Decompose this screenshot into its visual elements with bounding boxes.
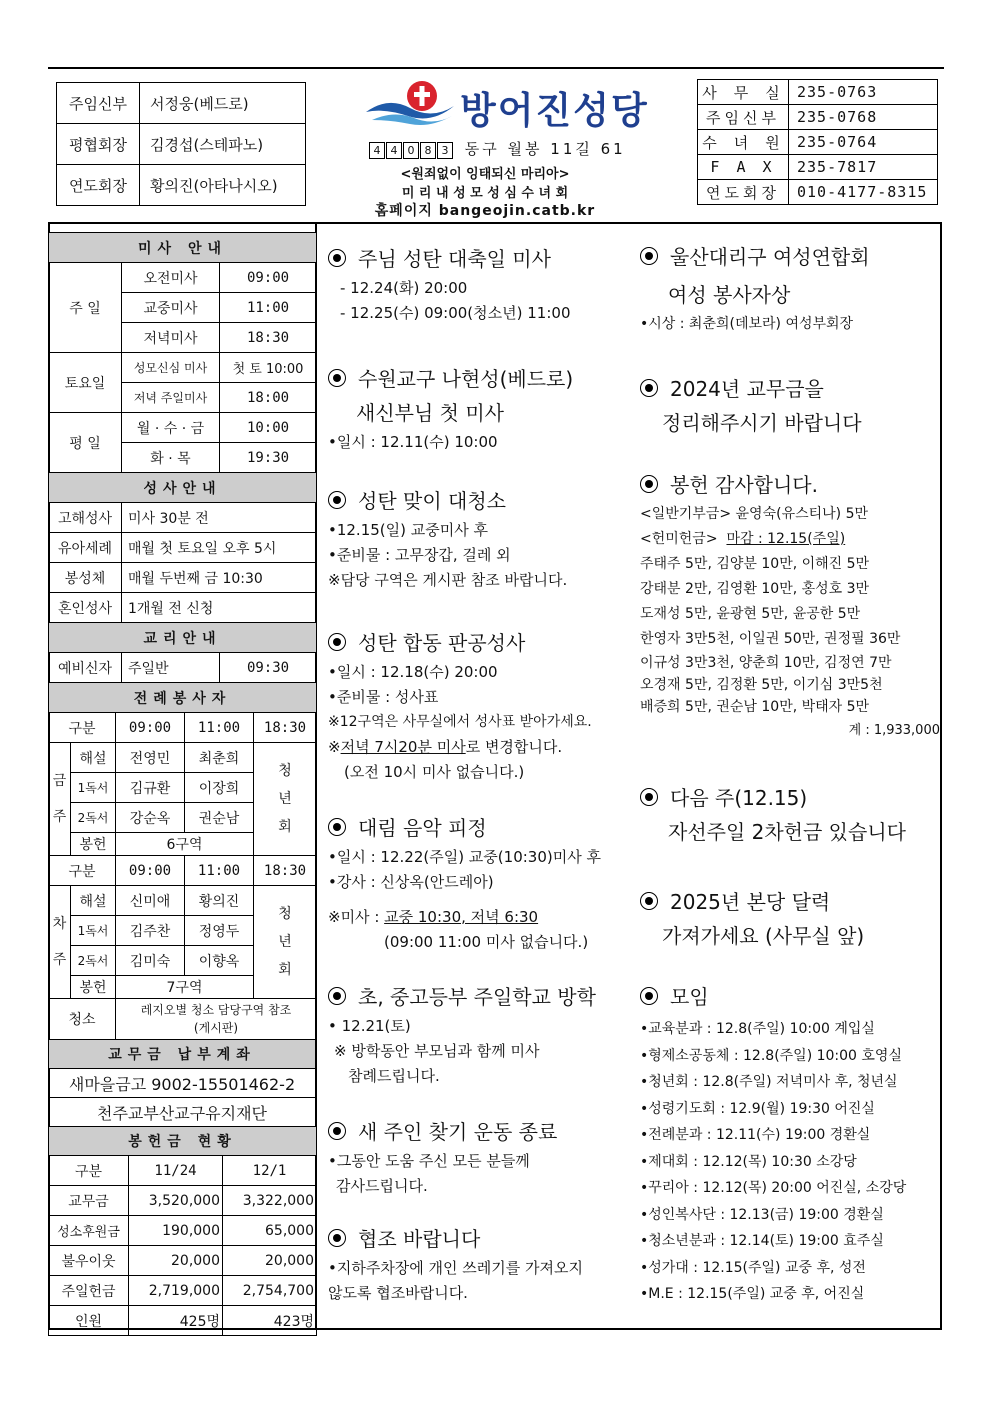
notice-cooperation [328, 1222, 583, 1306]
mass-name: 저녁미사 [122, 323, 220, 353]
sacrament-value: 매월 첫 토요일 오후 5시 [122, 533, 317, 563]
postal-digit: 3 [437, 142, 453, 159]
staff-row [57, 165, 306, 206]
staff-row [57, 83, 306, 124]
bullet-icon [328, 369, 346, 387]
notice-line: •지하주차장에 개인 쓰레기를 가져오지 [328, 1259, 583, 1277]
volunteer-name: 이장희 [185, 773, 254, 803]
offering-col: 12/1 [223, 1156, 317, 1186]
tithe-foundation: 천주교부산교구유지재단 [49, 1098, 316, 1127]
offering-label: 주일헌금 [49, 1276, 129, 1306]
notice-line: •일시 : 12.11(수) 10:00 [328, 433, 498, 451]
notice-line: •일시 : 12.18(수) 20:00 [328, 663, 498, 681]
staff-label: 평협회장 [57, 124, 140, 165]
volunteer-name: 최춘희 [185, 743, 254, 773]
parish-title: 방어진성당 [460, 89, 649, 132]
bullet-icon [640, 892, 658, 910]
contact-value: 235-7817 [789, 155, 938, 180]
donor-line: 강태분 2만, 김영환 10만, 홍성호 3만 [640, 581, 870, 597]
notice-line [328, 905, 601, 930]
notice-text: ※미사 : [328, 908, 385, 926]
contact-row [698, 180, 938, 205]
mass-time: 첫 토 10:00 [220, 353, 317, 383]
notice-calendar [640, 885, 864, 953]
notice-line: •준비물 : 성사표 [328, 688, 439, 706]
volunteer-name: 황의진 [185, 886, 254, 916]
cleaning-value: 레지오별 청소 담당구역 참조(게시판) [116, 999, 317, 1040]
doctrine-header: 교리안내 [49, 623, 317, 653]
notice-line: ※ 방학동안 부모님과 함께 미사 [334, 1042, 540, 1060]
notice-line: 참례드립니다. [348, 1067, 440, 1085]
notice-title: 봉헌 감사합니다. [670, 473, 818, 497]
bullet-icon [640, 987, 658, 1005]
notice-text: <헌미헌금> [640, 531, 727, 547]
role-label: 1독서 [71, 773, 116, 803]
notice-title: 성탄 맞이 대청소 [358, 489, 506, 513]
volunteer-name: 김규환 [116, 773, 185, 803]
sunday-label: 주 일 [49, 263, 122, 353]
contact-label: 주임신부 [698, 105, 789, 130]
contact-row [698, 130, 938, 155]
mass-time: 19:30 [220, 443, 317, 473]
postal-digit: 0 [403, 142, 419, 159]
bullet-icon [640, 475, 658, 493]
notice-cleaning [328, 484, 567, 593]
notice-title: 수원교구 나현성(베드로) [358, 367, 574, 391]
homepage: 홈페이지 bangeojin.catb.kr [374, 203, 596, 219]
bullet-icon [640, 379, 658, 397]
notice-line [640, 527, 940, 552]
role-label: 1독서 [71, 916, 116, 946]
sacrament-label: 유아세례 [49, 533, 122, 563]
tithe-header: 교무금 납부계좌 [49, 1040, 316, 1069]
doctrine-time: 09:30 [220, 653, 317, 683]
notice-line: - 12.25(수) 09:00(청소년) 11:00 [340, 304, 571, 322]
saturday-label: 토요일 [49, 353, 122, 413]
donor-line: 한영자 3만5천, 이일권 50만, 권정필 36만 [640, 631, 901, 647]
offering-table [48, 1126, 317, 1336]
contact-label: F A X [698, 155, 789, 180]
offering-label: 성소후원금 [49, 1216, 129, 1246]
sidebar-table [48, 232, 317, 713]
notice-title: 협조 바랍니다 [358, 1227, 481, 1251]
notice-confession [328, 626, 592, 785]
notice-line: •일시 : 12.22(주일) 교중(10:30)미사 후 [328, 848, 601, 866]
contact-value: 235-0768 [789, 105, 938, 130]
notice-line: ※12구역은 사무실에서 성사표 받아가세요. [328, 714, 592, 730]
notice-line: •준비물 : 고무장갑, 걸레 외 [328, 546, 511, 564]
mass-time: 11:00 [220, 293, 317, 323]
offering-value: 2,754,700 [223, 1276, 317, 1306]
contact-label: 수 녀 원 [698, 130, 789, 155]
meeting-item: •청소년분과 : 12.14(토) 19:00 효주실 [640, 1233, 884, 1249]
notice-thanks [640, 468, 940, 743]
offering-value: 65,000 [223, 1216, 317, 1246]
notice-title: 2024년 교무금을 [670, 377, 824, 401]
notice-line: ※담당 구역은 게시판 참조 바랍니다. [328, 571, 568, 589]
notice-title: 새 주인 찾기 운동 종료 [358, 1120, 558, 1144]
volunteer-name: 김미숙 [116, 946, 185, 976]
mass-header: 미사 안내 [49, 233, 317, 263]
liturgy-time: 11:00 [185, 856, 254, 886]
donation-total: 계 : 1,933,000 [848, 723, 940, 738]
sacrament-value: 1개월 전 신청 [122, 593, 317, 623]
meeting-item: •청년회 : 12.8(주일) 저녁미사 후, 청년실 [640, 1074, 898, 1090]
doctrine-value: 주일반 [122, 653, 220, 683]
bullet-icon [328, 1122, 346, 1140]
volunteer-name: 이향옥 [185, 946, 254, 976]
contact-value: 235-0764 [789, 130, 938, 155]
notice-line: •그동안 도움 주신 모든 분들께 [328, 1152, 530, 1170]
notice-line: •시상 : 최춘희(데보라) 여성부회장 [640, 316, 854, 332]
notice-charity-sunday [640, 781, 906, 849]
liturgy-time: 18:30 [254, 713, 317, 743]
motto: <원죄없이 잉태되신 마리아> [400, 167, 570, 182]
notice-title: 성탄 합동 판공성사 [358, 631, 526, 655]
notice-campaign-end [328, 1115, 557, 1199]
notice-line: <일반기부금> 윤영숙(유스티나) 5만 [640, 506, 869, 522]
notice-line [328, 735, 592, 760]
liturgy-time: 09:00 [116, 713, 185, 743]
sacrament-label: 고해성사 [49, 503, 122, 533]
bullet-icon [328, 1229, 346, 1247]
notice-line: •강사 : 신상옥(안드레아) [328, 873, 494, 891]
volunteer-name: 정영두 [185, 916, 254, 946]
contact-value: 010-4177-8315 [789, 180, 938, 205]
bullet-icon [328, 987, 346, 1005]
postal-digit: 8 [420, 142, 436, 159]
mass-name: 교중미사 [122, 293, 220, 323]
offering-value: 3,520,000 [129, 1186, 223, 1216]
donor-line: 오경재 5만, 김정환 5만, 이기심 3만5천 [640, 677, 883, 693]
notice-title-2: 정리해주시기 바랍니다 [662, 411, 862, 435]
mass-time: 10:00 [220, 413, 317, 443]
notice-title-2: 가져가세요 (사무실 앞) [662, 924, 865, 948]
role-label: 2독서 [71, 803, 116, 833]
notice-first-mass [328, 362, 573, 455]
week1-label: 금주 [49, 743, 71, 856]
notice-tithe [640, 372, 862, 440]
staff-table [56, 82, 306, 206]
volunteer-name: 김주찬 [116, 916, 185, 946]
donor-line: 이규성 3만3천, 양춘희 10만, 김정연 7만 [640, 655, 892, 671]
notice-underlined: 교중 10:30, 저녁 6:30 [384, 908, 539, 926]
offering-label: 인원 [49, 1306, 129, 1336]
role-label: 2독서 [71, 946, 116, 976]
contact-label: 연도회장 [698, 180, 789, 205]
meeting-item: •꾸리아 : 12.12(목) 20:00 어진실, 소강당 [640, 1180, 907, 1196]
offering-value: 20,000 [129, 1246, 223, 1276]
volunteer-name: 신미애 [116, 886, 185, 916]
donor-line: 배증희 5만, 권순남 10만, 박태자 5만 [640, 699, 870, 715]
notice-title: 대림 음악 피정 [358, 816, 487, 840]
notice-line: 않도록 협조바랍니다. [328, 1284, 468, 1302]
mass-time: 18:30 [220, 323, 317, 353]
bonghyeon-value: 6구역 [116, 833, 254, 856]
liturgy-time: 11:00 [185, 713, 254, 743]
role-label: 해설 [71, 886, 116, 916]
mass-name: 월 · 수 · 금 [122, 413, 220, 443]
role-label: 봉헌 [71, 976, 116, 999]
notice-text: 로 변경합니다. [465, 738, 563, 756]
contact-label: 사 무 실 [698, 80, 789, 105]
volunteer-name: 강순옥 [116, 803, 185, 833]
mass-name: 성모신심 미사 [122, 353, 220, 383]
notice-underlined: 마감 : 12.15(주일) [726, 531, 846, 547]
staff-name: 서정웅(베드로) [140, 83, 306, 124]
cleaning-label: 청소 [49, 999, 116, 1040]
meeting-item: •성인복사단 : 12.13(금) 19:00 경환실 [640, 1206, 884, 1223]
sacrament-value: 미사 30분 전 [122, 503, 317, 533]
liturgy-time: 09:00 [116, 856, 185, 886]
notice-sunday-school [328, 980, 596, 1089]
staff-name: 황의진(아타나시오) [140, 165, 306, 206]
staff-name: 김경섭(스테파노) [140, 124, 306, 165]
meeting-item: •M.E : 12.15(주일) 교중 후, 어진실 [640, 1286, 865, 1302]
notice-line: 감사드립니다. [336, 1177, 428, 1195]
postal-digit: 4 [369, 142, 385, 159]
volunteer-name: 전영민 [116, 743, 185, 773]
offering-value: 425명 [129, 1306, 223, 1336]
volunteer-name: 권순남 [185, 803, 254, 833]
postal-digit: 4 [386, 142, 402, 159]
notice-title-2: 여성 봉사자상 [668, 283, 791, 307]
week2-side: 청년회 [254, 886, 317, 999]
notice-title: 2025년 본당 달력 [670, 890, 831, 914]
offering-value: 20,000 [223, 1246, 317, 1276]
offering-label: 불우이웃 [49, 1246, 129, 1276]
donor-line: 도재성 5만, 윤광현 5만, 윤공한 5만 [640, 606, 861, 622]
offering-value: 190,000 [129, 1216, 223, 1246]
meeting-item: •성가대 : 12.15(주일) 교중 후, 성전 [640, 1259, 866, 1276]
role-label: 봉헌 [71, 833, 116, 856]
liturgy-col-label: 구분 [49, 856, 116, 886]
contact-row [698, 80, 938, 105]
sacrament-label: 봉성체 [49, 563, 122, 593]
contact-row [698, 105, 938, 130]
mass-name: 저녁 주일미사 [122, 383, 220, 413]
notice-title: 울산대리구 여성연합회 [670, 245, 870, 269]
bullet-icon [328, 491, 346, 509]
notice-christmas-mass [328, 242, 570, 326]
sacrament-value: 매월 두번째 금 10:30 [122, 563, 317, 593]
bullet-icon [328, 818, 346, 836]
doctrine-label: 예비신자 [49, 653, 122, 683]
mass-time: 09:00 [220, 263, 317, 293]
contact-value: 235-0763 [789, 80, 938, 105]
notice-title: 다음 주(12.15) [670, 786, 808, 810]
liturgy-col-label: 구분 [49, 713, 116, 743]
week1-side: 청년회 [254, 743, 317, 856]
religious-order: 미 리 내 성 모 성 심 수 녀 회 [401, 186, 569, 201]
header-rule [48, 67, 944, 69]
liturgy-table [48, 712, 317, 1040]
address-line [369, 138, 626, 159]
bullet-icon [328, 633, 346, 651]
meeting-item: •전례분과 : 12.11(수) 19:00 경환실 [640, 1127, 871, 1143]
bonghyeon-value: 7구역 [116, 976, 254, 999]
mass-name: 오전미사 [122, 263, 220, 293]
notice-meetings [640, 980, 906, 1308]
notice-title: 초, 중고등부 주일학교 방학 [358, 985, 596, 1009]
notice-text: ※ [328, 738, 341, 756]
contact-row [698, 155, 938, 180]
notice-title-2: 새신부님 첫 미사 [356, 401, 504, 425]
role-label: 해설 [71, 743, 116, 773]
notice-underlined: 저녁 7시20분 미사 [340, 738, 466, 756]
offering-header: 봉헌금 현황 [49, 1127, 317, 1156]
offering-value: 2,719,000 [129, 1276, 223, 1306]
notice-line: - 12.24(화) 20:00 [340, 279, 468, 297]
notice-line: (09:00 11:00 미사 없습니다.) [384, 933, 589, 951]
offering-col: 구분 [49, 1156, 129, 1186]
meeting-item: •제대회 : 12.12(목) 10:30 소강당 [640, 1153, 857, 1170]
bullet-icon [328, 249, 346, 267]
tithe-account: 새마을금고 9002-15501462-2 [49, 1069, 316, 1098]
bullet-icon [640, 788, 658, 806]
mass-time: 18:00 [220, 383, 317, 413]
notice-title: 모임 [670, 985, 709, 1009]
bullet-icon [640, 247, 658, 265]
notice-line: •12.15(일) 교중미사 후 [328, 521, 488, 539]
parish-logo-icon [364, 78, 456, 128]
meeting-item: •성령기도회 : 12.9(월) 19:30 어진실 [640, 1100, 875, 1117]
notice-award [640, 240, 870, 337]
staff-label: 연도회장 [57, 165, 140, 206]
offering-value: 423명 [223, 1306, 317, 1336]
tithe-table [48, 1039, 316, 1127]
liturgy-time: 18:30 [254, 856, 317, 886]
offering-value: 3,322,000 [223, 1186, 317, 1216]
staff-label: 주임신부 [57, 83, 140, 124]
meeting-item: •교육분과 : 12.8(주일) 10:00 계입실 [640, 1021, 875, 1037]
staff-row [57, 124, 306, 165]
notice-title: 주님 성탄 대축일 미사 [358, 247, 551, 271]
offering-col: 11/24 [129, 1156, 223, 1186]
sacraments-header: 성사안내 [49, 473, 317, 503]
donor-line: 주태주 5만, 김양분 10만, 이해진 5만 [640, 556, 870, 572]
liturgy-header: 전례봉사자 [49, 683, 317, 713]
notice-line: • 12.21(토) [328, 1017, 411, 1035]
notice-line: (오전 10시 미사 없습니다.) [344, 763, 525, 781]
weekday-label: 평 일 [49, 413, 122, 473]
offering-label: 교무금 [49, 1186, 129, 1216]
sacrament-label: 혼인성사 [49, 593, 122, 623]
sidebar [48, 232, 316, 1336]
contact-table [697, 79, 938, 205]
week2-label: 차주 [49, 886, 71, 999]
meeting-item: •형제소공동체 : 12.8(주일) 10:00 호영실 [640, 1047, 902, 1064]
address-text: 동구 월봉 11길 61 [464, 140, 626, 158]
notice-title-2: 자선주일 2차헌금 있습니다 [668, 820, 906, 844]
notice-music-retreat [328, 811, 601, 955]
mass-name: 화 · 목 [122, 443, 220, 473]
